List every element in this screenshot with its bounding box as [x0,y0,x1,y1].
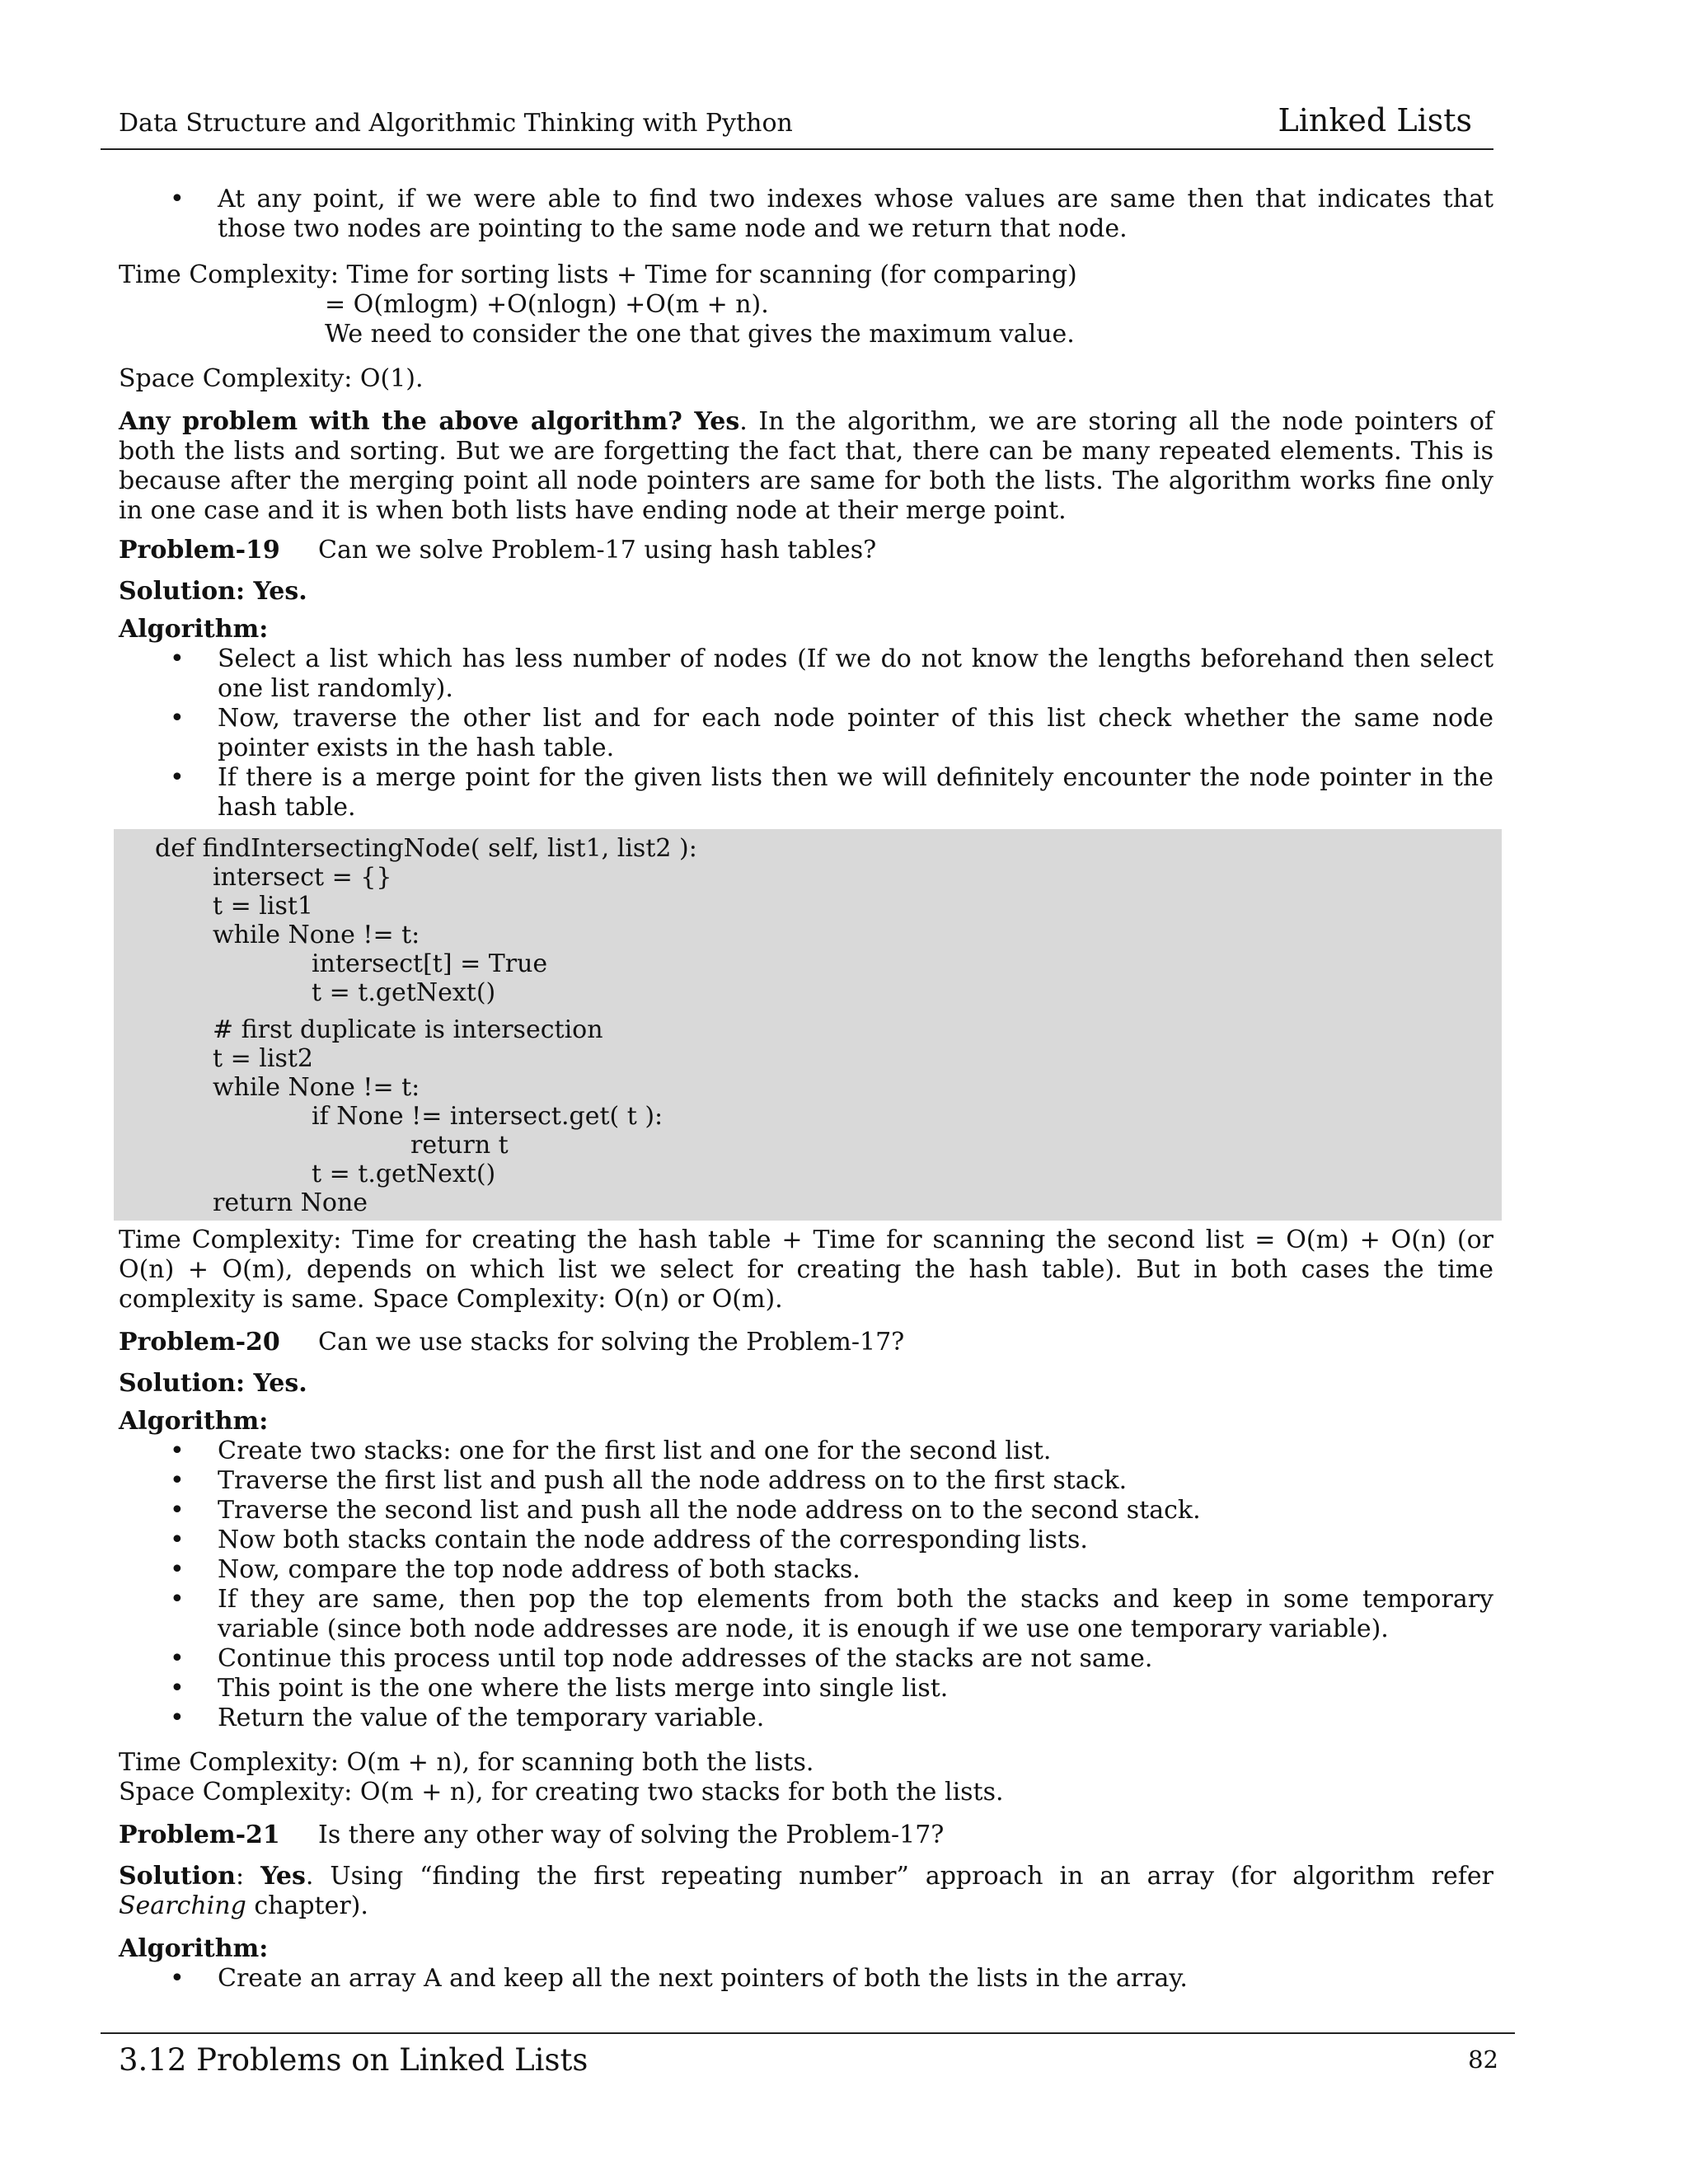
list-item: • If they are same, then pop the top elements from both the stacks and keep in some temporary variable (since both node addresses are node, it is enough if we use one temporary variable). [119,1585,1493,1644]
algorithm-steps-21 [119,1964,1493,1994]
code-line: intersect = {} [213,863,392,892]
code-line: t = list2 [213,1044,313,1073]
solution-label: Solution: Yes. [119,1369,307,1398]
section-title: 3.12 Problems on Linked Lists [119,2042,588,2078]
issue-paragraph [119,407,1493,526]
code-line: while None != t: [213,921,420,949]
algorithm-label: Algorithm: [119,1407,269,1436]
list-item: • Continue this process until top node addresses of the stacks are not same. [119,1644,1493,1674]
time-complexity-hash: Time Complexity: Time for creating the hash table + Time for scanning the second list = O(m) + O(n) (or O(n) + O(m), depends on which list we select for creating the hash table). But in both cases the time complexity is same. Space Complexity: O(n) or O(m). [119,1226,1493,1314]
page-number: 82 [1468,2046,1498,2074]
problem-label: Problem-19 [119,536,280,565]
list-item: • Create two stacks: one for the first list and one for the second list. [119,1436,1493,1466]
running-footer [101,2032,1515,2083]
list-item: • At any point, if we were able to find two indexes whose values are same then that indicates that those two nodes are pointing to the same node and we return that node. [119,185,1493,244]
list-item: • Return the value of the temporary variable. [119,1704,1493,1733]
list-item: • This point is the one where the lists merge into single list. [119,1674,1493,1704]
problem-label: Problem-21 [119,1821,280,1849]
list-item: • Now both stacks contain the node address of the corresponding lists. [119,1526,1493,1555]
time-complexity-stacks: Time Complexity: O(m + n), for scanning both the lists. [119,1748,814,1777]
code-line: return None [213,1188,368,1217]
solution-paragraph: Solution: Yes. Using “finding the first repeating number” approach in an array (for algorithm refer Searching chapter). [119,1862,1493,1920]
problem-question: Can we use stacks for solving the Problem-17? [318,1328,905,1357]
problem-20-heading [119,1328,1493,1357]
list-item: • Create an array A and keep all the next pointers of both the lists in the array. [119,1964,1493,1994]
time-complexity-label: Time Complexity: Time for sorting lists + Time for scanning (for comparing) [119,260,1077,289]
issue-text: . In the algorithm, we are storing all the node pointers of both the lists and sorting. But we are forgetting the fact that, there can be many repeated elements. This is because after the merging point all node pointers are same for both the lists. The algorithm works fine only in one case and it is when both lists have ending node at their merge point. [119,407,1493,525]
list-item: • Select a list which has less number of nodes (If we do not know the lengths beforehand then select one list randomly). [119,644,1493,704]
space-complexity-stacks: Space Complexity: O(m + n), for creating two stacks for both the lists. [119,1778,1004,1807]
list-item: • Now, compare the top node address of both stacks. [119,1555,1493,1585]
problem-label: Problem-20 [119,1328,280,1357]
book-title: Data Structure and Algorithmic Thinking with Python [119,109,793,138]
algorithm-label: Algorithm: [119,615,269,644]
list-item: • If there is a merge point for the given lists then we will definitely encounter the node pointer in the hash table. [119,763,1493,823]
code-line: while None != t: [213,1073,420,1102]
code-line: intersect[t] = True [312,949,548,978]
list-item: • Traverse the first list and push all the node address on to the first stack. [119,1466,1493,1496]
algorithm-steps-20 [119,1436,1493,1733]
code-line: t = t.getNext() [312,1160,496,1188]
code-line: def findIntersectingNode( self, list1, list2 ): [155,834,697,863]
top-bullet-list [119,185,1493,244]
list-item: • Traverse the second list and push all the node address on to the second stack. [119,1496,1493,1526]
page-body [119,185,1493,1994]
algorithm-label: Algorithm: [119,1934,269,1963]
issue-lead: Any problem with the above algorithm? Yes [119,407,740,436]
code-line: t = list1 [213,892,313,921]
time-complexity-equation: = O(mlogm) +O(nlogn) +O(m + n). [325,290,769,319]
time-complexity-note: We need to consider the one that gives the maximum value. [325,320,1075,349]
algorithm-steps-19 [119,644,1493,823]
solution-label: Solution: Yes. [119,577,307,606]
code-line: # first duplicate is intersection [213,1015,603,1044]
problem-question: Can we solve Problem-17 using hash tables? [318,536,877,565]
chapter-title: Linked Lists [1278,102,1472,138]
searching-chapter-ref: Searching [119,1891,246,1920]
code-block [114,829,1502,1221]
space-complexity: Space Complexity: O(1). [119,364,424,393]
list-item: • Now, traverse the other list and for each node pointer of this list check whether the same node pointer exists in the hash table. [119,704,1493,763]
problem-19-heading [119,536,1493,565]
code-line: if None != intersect.get( t ): [312,1102,663,1131]
problem-question: Is there any other way of solving the Problem-17? [318,1821,945,1849]
running-header [101,102,1493,150]
code-line: t = t.getNext() [312,978,496,1007]
code-line: return t [410,1131,509,1160]
problem-21-heading [119,1821,1493,1850]
